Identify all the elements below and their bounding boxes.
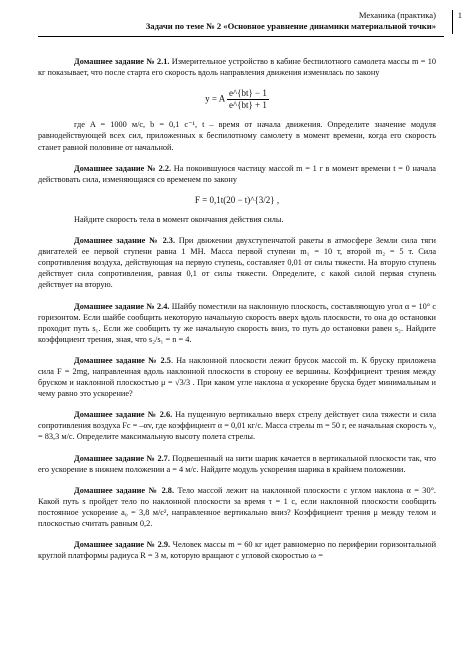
- task-title: Домашнее задание № 2.2.: [74, 163, 172, 173]
- task-title: Домашнее задание № 2.3.: [74, 236, 176, 246]
- task-text: Шайбу поместили на наклонную плоскость, составляющую угол α = 10° с горизонтом. Если шайбе сообщить некоторую начальную скорость вверх вдоль плоскости, то она до остановки проходит путь s₁. Если же сообщить ту же начальную скорость вниз, то путь до остановки равен s₂. Найдите коэффициент трения, зная, что s₂/s₁ = n = 4.: [38, 301, 437, 344]
- formula-numerator: e^{bt} − 1: [227, 88, 269, 100]
- task-title: Домашнее задание № 2.4.: [74, 301, 170, 311]
- task-title: Домашнее задание № 2.6.: [74, 410, 173, 420]
- task-2-8: [38, 485, 436, 529]
- task-title: Домашнее задание № 2.7.: [74, 453, 170, 463]
- task-2-7: [38, 453, 436, 475]
- task-2-4: [38, 301, 436, 345]
- task-2-9: [38, 539, 436, 561]
- task-title: Домашнее задание № 2.9.: [74, 540, 171, 550]
- task-title: Домашнее задание № 2.1.: [74, 57, 170, 66]
- formula: [38, 88, 436, 111]
- task-text: При движении двухступенчатой ракеты в атмосфере Земли сила тяги двигателей ее первой ступени равна 1 МН. Масса первой ступени m₁ = 10 т, второй m₂ = 5 т. Сила сопротивления воздуха, действующая на первую ступень, составляет 0,01 от силы тяжести. На вторую ступень действует сила сопротивления, равная 0,1 от силы тяжести. Определите, с какой силой первая ступень действует на вторую.: [38, 236, 436, 290]
- task-text: Измерительное устройство в кабине беспилотного самолета массы m = 10 кг показывает, что после старта его скорость вдоль направления движения изменялась по закону: [38, 57, 437, 78]
- formula-fraction: [227, 88, 269, 111]
- formula-lhs: y = A: [205, 93, 225, 104]
- task-title: Домашнее задание № 2.8.: [74, 485, 175, 495]
- task-text-after: Найдите скорость тела в момент окончания действия силы.: [74, 214, 284, 224]
- task-text: Подвешенный на нити шарик качается в вертикальной плоскости так, что его ускорение в нижнем положении a = 4 м/с. Найдите модуль ускорения шарика в крайнем положении.: [38, 453, 437, 474]
- page-header: [76, 10, 436, 32]
- task-text: . На наклонной плоскости лежит брусок массой m. К бруску приложена сила F = 2mg, направленная вдоль наклонной плоскости в сторону ее вершины. Коэффициент трения между бруском и наклонной плоскостью μ = √3/3 . При каком угле наклона α ускорение бруска будет минимальным и чему равно это ускорение?: [38, 355, 436, 399]
- task-2-2: [38, 163, 436, 225]
- task-title: Домашнее задание № 2.5: [74, 355, 171, 365]
- task-2-6: [38, 409, 436, 442]
- task-text-after: где A = 1000 м/с, b = 0,1 с⁻¹, t – время от начала движения. Определите значение модуля равнодействующей всех сил, приложенных к беспилотному самолету в момент времени, когда его скорость станет равной половине от начальной.: [38, 120, 436, 152]
- task-text: На покоившуюся частицу массой m = 1 г в момент времени t = 0 начала действовать сила, изменяющаяся со временем по закону: [38, 163, 436, 184]
- task-2-1: [38, 56, 436, 153]
- task-2-3: [38, 235, 436, 290]
- page-number: 1: [452, 10, 462, 34]
- task-text: Тело массой лежит на наклонной плоскости с углом наклона α = 30°. Какой путь s пройдет тело по наклонной плоскости за время τ = 1 с, если наклонной плоскости сообщить постоянное ускорение a₀ = 3,8 м/с², направленное вертикально вниз? Коэффициент трения μ между телом и плоскостью считать равным 0,2.: [38, 485, 436, 528]
- tasks-list: [38, 56, 436, 571]
- formula-denominator: e^{bt} + 1: [228, 100, 267, 111]
- header-divider: [38, 36, 444, 37]
- task-2-5: [38, 355, 436, 399]
- topic-title: Задачи по теме № 2 «Основное уравнение динамики материальной точки»: [145, 21, 436, 31]
- course-title: Механика (практика): [358, 10, 436, 20]
- task-text: Человек массы m = 60 кг идет равномерно по периферии горизонтальной круглой платформы радиуса R = 3 м, которую вращают с угловой скоростью ω =: [38, 540, 437, 561]
- formula: F = 0,1t(20 − t)^{3/2} ,: [194, 194, 280, 205]
- task-text: На пущенную вертикально вверх стрелу действует сила тяжести и сила сопротивления воздуха Fc = –αv, где коэффициент α = 0,01 кг/с. Масса стрелы m = 50 г, ее начальная скорость v₀ = 83,3 м/с. Определите максимальную высоту полета стрелы.: [38, 410, 437, 442]
